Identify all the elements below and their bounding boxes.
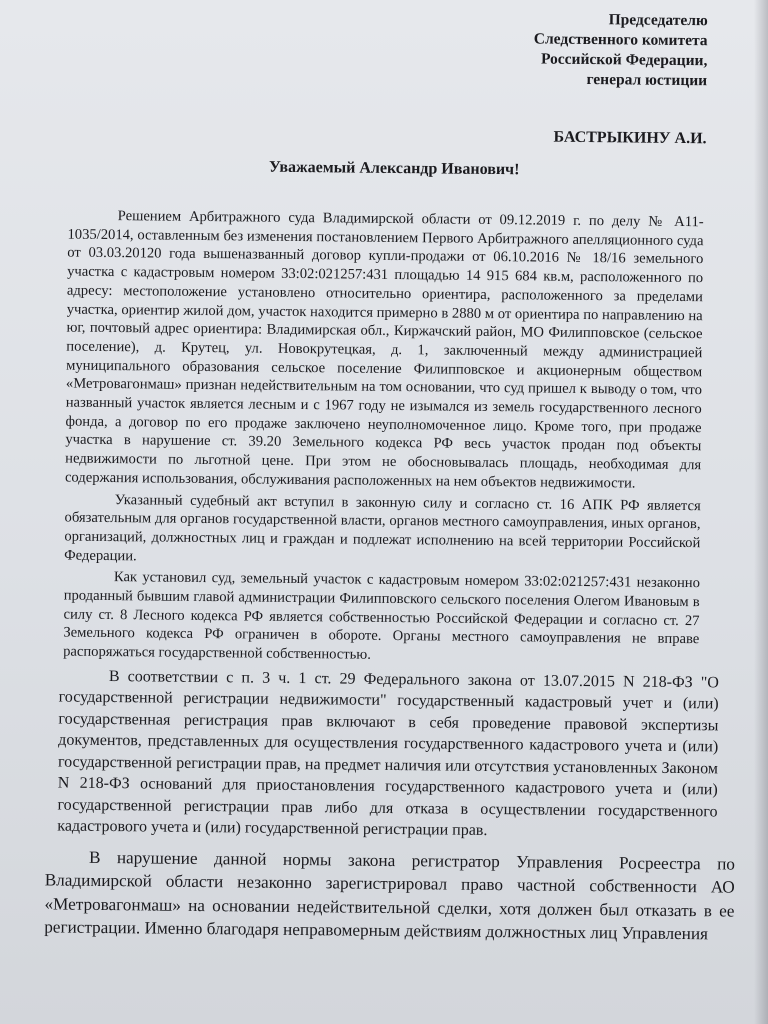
- page-edge-shadow: [754, 0, 768, 1024]
- paragraph-court-decision: Решением Арбитражного суда Владимирской области от 09.12.2019 г. по делу № А11-1035/2014, оставленным без изменения постановлением Первого Арбитражного апелляционного суда от 03.03.20120 года вышеназванный договор купли-продажи от 06.10.2016 № 18/16 земельного участка с кадастровым номером 33:02:021257:431 площадью 14 915 684 кв.м, расположенного по адресу: местоположение установлено относительно ориентира, расположенного за пределами участка, ориентир жилой дом, участок находится примерно в 2880 м от ориентира по направлению на юг, почтовый адрес ориентира: Владимирская обл., Киржачский район, МО Филипповское (сельское поселение), д. Крутец, ул. Новокрутецкая, д. 1, заключенный между администрацией муниципального образования сельское поселение Филипповское и акционерным обществом «Метровагонмаш» признан недействительным на том основании, что суд пришел к выводу о том, что названный участок является лесным и с 1967 году не изымался из земель государственного лесного фонда, а договор по его продаже заключено неуполномоченное лицо. Кроме того, при продаже участка в нарушение ст. 39.20 Земельного кодекса РФ весь участок продан под объекты недвижимости по льготной цене. При этом не обосновывалась площадь, необходимая для содержания использования, обслуживания расположенных на нем объектов недвижимости.: [64, 208, 704, 492]
- addressee-block: [406, 8, 707, 149]
- letter-body: [44, 207, 736, 946]
- letter-sheet: [29, 0, 752, 1024]
- addressee-country-line: Российской Федерации,: [540, 50, 708, 70]
- addressee-org-line: Следственного комитета: [533, 30, 708, 50]
- paragraph-violation: В нарушение данной нормы закона регистратор Управления Росреестра по Владимирской области незаконно зарегистрировал право частной собственности АО «Метровагонмаш» на основании недействительной сделки, хотя должен был отказать в ее регистрации. Именно благодаря неправомерным действиям должностных лиц Управления: [44, 847, 736, 944]
- paragraph-federal-ownership: Как установил суд, земельный участок с кадастровым номером 33:02:021257:431 незаконно проданный бывшим главой администрации Филипповского сельского поселения Олегом Ивановым в силу ст. 8 Лесного кодекса РФ является собственностью Российской Федерации и согласно ст. 27 Земельного кодекса РФ ограничен в обороте. Органы местного самоуправления не вправе распоряжаться государственной собственностью.: [63, 569, 700, 663]
- addressee-rank-line: генерал юстиции: [586, 70, 708, 90]
- paragraph-legal-force: Указанный судебный акт вступил в законную силу и согласно ст. 16 АПК РФ является обязательным для органов государственной власти, органов местного самоуправления, иных органов, организаций, должностных лиц и граждан и подлежат исполнению на всей территории Российской Федерации.: [64, 491, 701, 564]
- addressee-name: БАСТРЫКИНУ А.И.: [553, 128, 707, 148]
- addressee-title-line: Председателю: [608, 11, 708, 30]
- paragraph-registration-law: В соответствии с п. 3 ч. 1 ст. 29 Федерального закона от 13.07.2015 N 218-ФЗ "О государственной регистрации недвижимости" государственный кадастровый учет и (или) государственная регистрация прав включают в себя проведение правовой экспертизы документов, представленных для осуществления государственного кадастрового учета и (или) государственной регистрации прав, на предмет наличия или отсутствия установленных Законом N 218-ФЗ оснований для приостановления государственного кадастрового учета и (или) государственной регистрации прав либо для отказа в осуществлении государственного кадастрового учета и (или) государственной регистрации прав.: [57, 667, 719, 840]
- salutation: Уважаемый Александр Иванович!: [268, 158, 520, 179]
